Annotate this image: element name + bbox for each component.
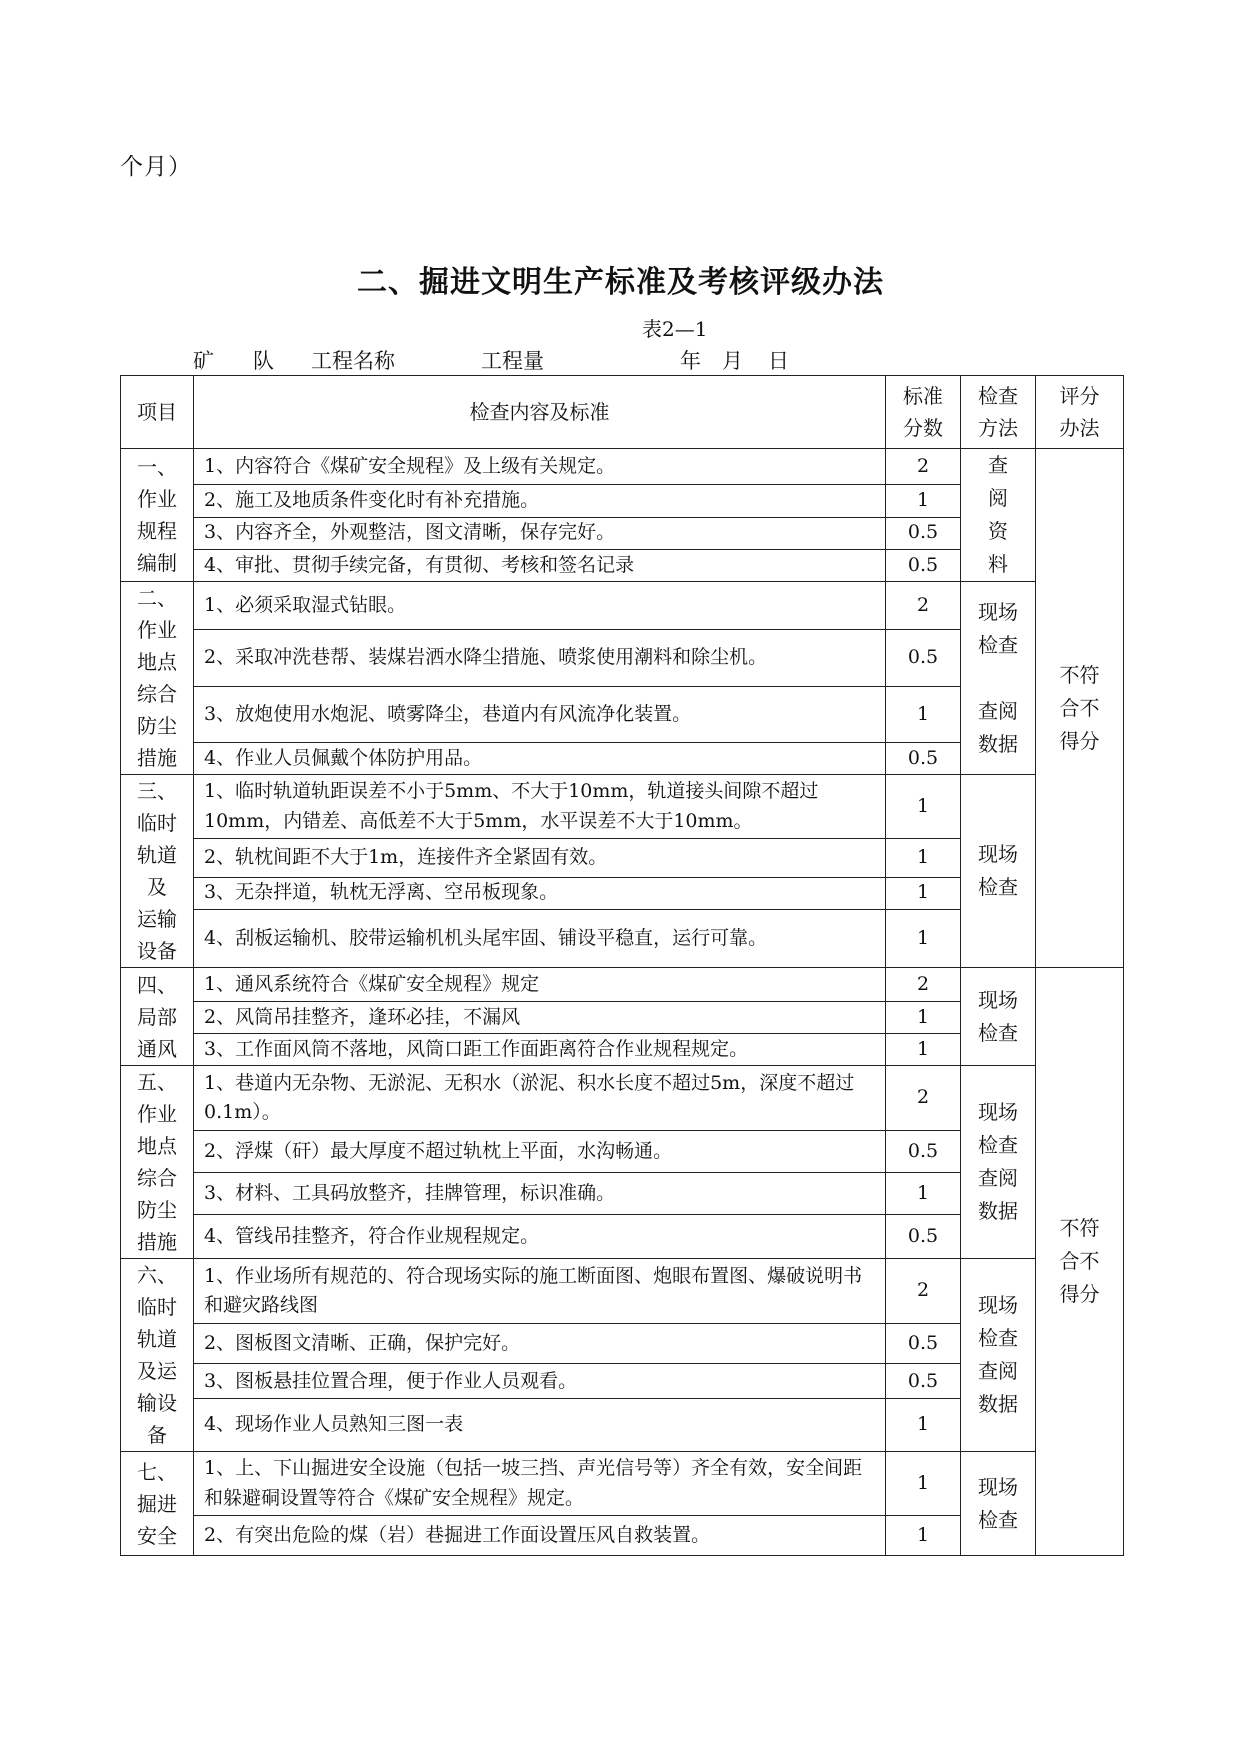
score-cell: 1 xyxy=(886,839,961,877)
score-cell: 1 xyxy=(886,1452,961,1516)
content-cell: 3、材料、工具码放整齐，挂牌管理，标识准确。 xyxy=(194,1172,886,1214)
score-cell: 0.5 xyxy=(886,1214,961,1258)
content-cell: 2、轨枕间距不大于1m，连接件齐全紧固有效。 xyxy=(194,839,886,877)
score-cell: 1 xyxy=(886,775,961,839)
method-cell: 现场 检查 查阅 数据 xyxy=(961,1259,1036,1452)
content-cell: 2、有突出危险的煤（岩）巷掘进工作面设置压风自救装置。 xyxy=(194,1516,886,1556)
item-cell: 二、 作业 地点 综合 防尘 措施 xyxy=(121,582,194,775)
score-cell: 0.5 xyxy=(886,743,961,775)
score-cell: 0.5 xyxy=(886,517,961,549)
page-fragment-text: 个月） xyxy=(120,154,192,180)
score-cell: 1 xyxy=(886,1516,961,1556)
content-cell: 2、采取冲洗巷帮、装煤岩洒水降尘措施、喷浆使用潮料和除尘机。 xyxy=(194,630,886,687)
col-header-grading: 评分 办法 xyxy=(1036,376,1124,449)
score-cell: 1 xyxy=(886,877,961,909)
score-cell: 0.5 xyxy=(886,630,961,687)
method-cell: 现场 检查 xyxy=(961,775,1036,968)
item-cell: 三、 临时 轨道 及 运输 设备 xyxy=(121,775,194,968)
header-field-team: 队 xyxy=(253,349,274,373)
score-cell: 0.5 xyxy=(886,1131,961,1173)
content-cell: 1、内容符合《煤矿安全规程》及上级有关规定。 xyxy=(194,449,886,485)
score-cell: 1 xyxy=(886,909,961,967)
content-cell: 3、工作面风筒不落地，风筒口距工作面距离符合作业规程规定。 xyxy=(194,1034,886,1066)
header-field-quantity: 工程量 xyxy=(481,349,544,373)
content-cell: 4、管线吊挂整齐，符合作业规程规定。 xyxy=(194,1214,886,1258)
header-field-mine: 矿 xyxy=(193,349,214,373)
content-cell: 2、浮煤（矸）最大厚度不超过轨枕上平面，水沟畅通。 xyxy=(194,1131,886,1173)
score-cell: 2 xyxy=(886,1259,961,1324)
score-cell: 1 xyxy=(886,1002,961,1034)
col-header-score: 标准 分数 xyxy=(886,376,961,449)
header-field-month: 月 xyxy=(722,349,743,373)
score-cell: 1 xyxy=(886,1172,961,1214)
score-cell: 2 xyxy=(886,1066,961,1131)
table-row xyxy=(121,582,1124,630)
content-cell: 1、巷道内无杂物、无淤泥、无积水（淤泥、积水长度不超过5m，深度不超过0.1m）。 xyxy=(194,1066,886,1131)
table-row xyxy=(121,775,1124,839)
score-cell: 0.5 xyxy=(886,549,961,581)
content-cell: 2、施工及地质条件变化时有补充措施。 xyxy=(194,485,886,517)
content-cell: 3、内容齐全，外观整洁，图文清晰，保存完好。 xyxy=(194,517,886,549)
item-cell: 四、 局部 通风 xyxy=(121,968,194,1066)
content-cell: 4、现场作业人员熟知三图一表 xyxy=(194,1399,886,1452)
content-cell: 1、上、下山掘进安全设施（包括一坡三挡、声光信号等）齐全有效，安全间距和躲避硐设置等符合《煤矿安全规程》规定。 xyxy=(194,1452,886,1516)
score-cell: 0.5 xyxy=(886,1324,961,1364)
item-cell: 一、 作业 规程 编制 xyxy=(121,449,194,582)
content-cell: 3、无杂拌道，轨枕无浮离、空吊板现象。 xyxy=(194,877,886,909)
col-header-method: 检查 方法 xyxy=(961,376,1036,449)
table-header-row xyxy=(121,376,1124,449)
content-cell: 4、审批、贯彻手续完备，有贯彻、考核和签名记录 xyxy=(194,549,886,581)
content-cell: 4、刮板运输机、胶带运输机机头尾牢固、铺设平稳直，运行可靠。 xyxy=(194,909,886,967)
grading-cell: 不符 合不 得分 xyxy=(1036,968,1124,1556)
table-number: 表2—1 xyxy=(642,317,708,341)
grading-cell: 不符 合不 得分 xyxy=(1036,449,1124,968)
method-cell: 现场 检查 xyxy=(961,1452,1036,1556)
table-row xyxy=(121,449,1124,485)
score-cell: 1 xyxy=(886,1034,961,1066)
table-row xyxy=(121,1452,1124,1516)
method-cell: 查 阅 资 料 xyxy=(961,449,1036,582)
table-row xyxy=(121,968,1124,1002)
header-field-project-name: 工程名称 xyxy=(311,349,395,373)
content-cell: 1、通风系统符合《煤矿安全规程》规定 xyxy=(194,968,886,1002)
content-cell: 4、作业人员佩戴个体防护用品。 xyxy=(194,743,886,775)
score-cell: 2 xyxy=(886,582,961,630)
page-title: 二、掘进文明生产标准及考核评级办法 xyxy=(357,265,884,300)
col-header-item: 项目 xyxy=(121,376,194,449)
score-cell: 2 xyxy=(886,449,961,485)
header-field-year: 年 xyxy=(680,349,701,373)
content-cell: 1、必须采取湿式钻眼。 xyxy=(194,582,886,630)
item-cell: 五、 作业 地点 综合 防尘 措施 xyxy=(121,1066,194,1259)
inspection-table xyxy=(120,375,1124,1556)
content-cell: 3、图板悬挂位置合理，便于作业人员观看。 xyxy=(194,1364,886,1399)
method-cell: 现场 检查 查阅 数据 xyxy=(961,1066,1036,1259)
item-cell: 七、 掘进 安全 xyxy=(121,1452,194,1556)
col-header-content: 检查内容及标准 xyxy=(194,376,886,449)
content-cell: 2、图板图文清晰、正确，保护完好。 xyxy=(194,1324,886,1364)
score-cell: 1 xyxy=(886,1399,961,1452)
item-cell: 六、 临时 轨道 及运 输设 备 xyxy=(121,1259,194,1452)
method-cell: 现场 检查 查阅 数据 xyxy=(961,582,1036,775)
score-cell: 1 xyxy=(886,687,961,743)
method-cell: 现场 检查 xyxy=(961,968,1036,1066)
table-row xyxy=(121,1066,1124,1131)
table-row xyxy=(121,1259,1124,1324)
content-cell: 3、放炮使用水炮泥、喷雾降尘，巷道内有风流净化装置。 xyxy=(194,687,886,743)
header-field-day: 日 xyxy=(768,349,789,373)
score-cell: 1 xyxy=(886,485,961,517)
score-cell: 2 xyxy=(886,968,961,1002)
content-cell: 1、临时轨道轨距误差不小于5mm、不大于10mm，轨道接头间隙不超过10mm，内错差、高低差不大于5mm，水平误差不大于10mm。 xyxy=(194,775,886,839)
content-cell: 1、作业场所有规范的、符合现场实际的施工断面图、炮眼布置图、爆破说明书和避灾路线图 xyxy=(194,1259,886,1324)
score-cell: 0.5 xyxy=(886,1364,961,1399)
content-cell: 2、风筒吊挂整齐，逢环必挂，不漏风 xyxy=(194,1002,886,1034)
